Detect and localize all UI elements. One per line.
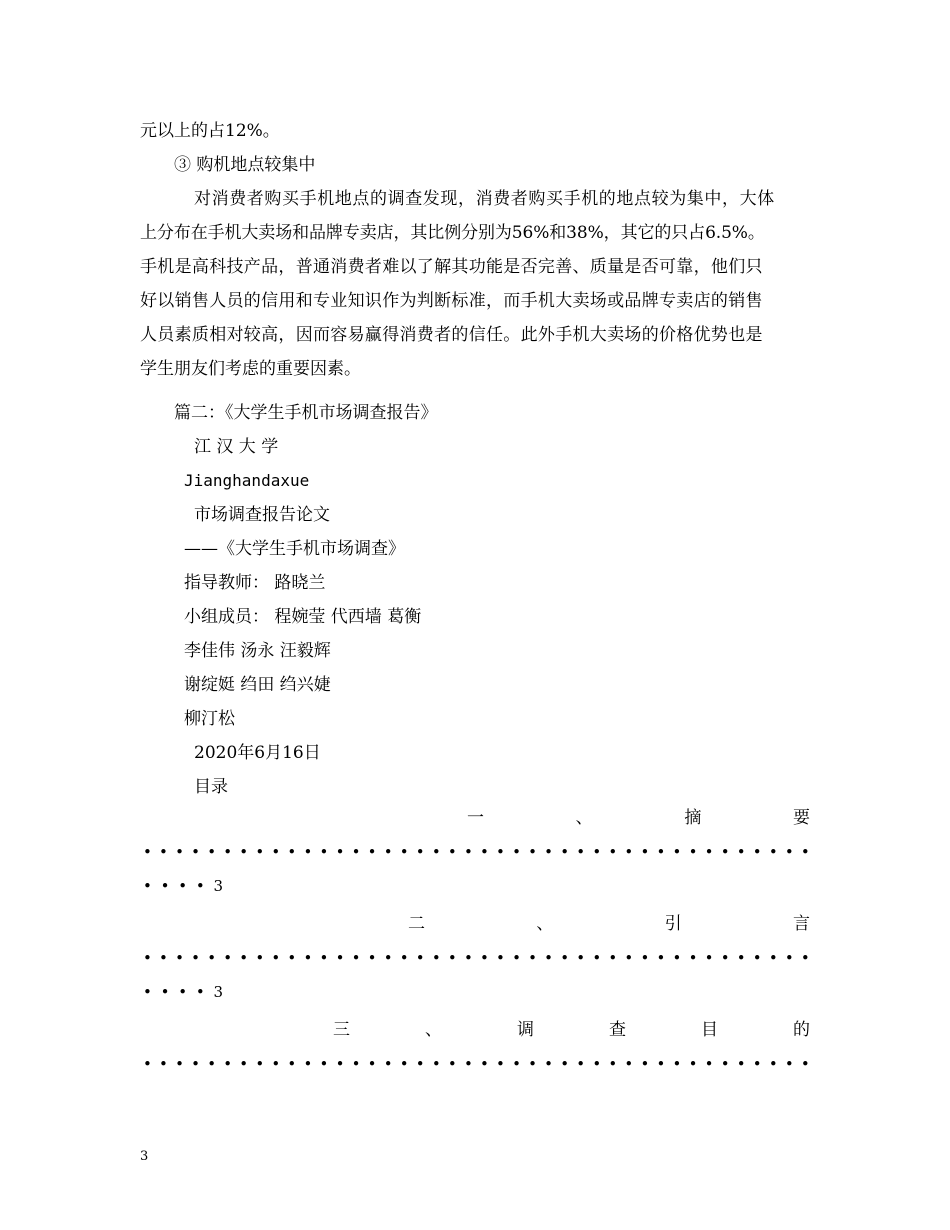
toc-entry-heading xyxy=(408,912,810,936)
toc-entry-heading xyxy=(467,806,810,830)
text-line: 上分布在手机大卖场和品牌专卖店，其比例分别为56%和38%，其它的只占6.5%。 xyxy=(140,223,765,243)
toc-leader-dots: • • • • • • • • • • • • • • • • • • • • • • • • • • • • • • • • • • • • • • • • • • xyxy=(143,949,810,967)
document-type: 市场调查报告论文 xyxy=(194,505,330,525)
page-number: 3 xyxy=(140,1149,149,1164)
document-subtitle: ——《大学生手机市场调查》 xyxy=(184,539,405,559)
toc-entry-heading xyxy=(333,1018,810,1042)
toc-char: 一 xyxy=(467,808,484,828)
report-date: 2020年6月16日 xyxy=(194,743,321,763)
university-pinyin: Jianghandaxue xyxy=(184,471,310,490)
toc-page-ref: • • • • 3 xyxy=(143,877,226,895)
toc-title: 目录 xyxy=(194,777,228,797)
text-line: 人员素质相对较高，因而容易赢得消费者的信任。此外手机大卖场的价格优势也是 xyxy=(140,325,763,345)
toc-leader-dots: • • • • • • • • • • • • • • • • • • • • • • • • • • • • • • • • • • • • • • • • • • xyxy=(143,1055,810,1073)
toc-char: 摘 xyxy=(684,808,702,828)
group-members: 柳汀松 xyxy=(184,709,235,729)
text-line: 好以销售人员的信用和专业知识作为判断标准，而手机大卖场或品牌专卖店的销售 xyxy=(140,291,763,311)
text-line: 学生朋友们考虑的重要因素。 xyxy=(140,359,361,379)
advisor: 指导教师： 路晓兰 xyxy=(184,573,326,593)
toc-char: 要 xyxy=(792,808,810,828)
toc-char: 言 xyxy=(792,914,810,934)
toc-page-ref: • • • • 3 xyxy=(143,983,226,1001)
group-members: 小组成员： 程婉莹 代西墙 葛衡 xyxy=(184,607,422,627)
text-line: 对消费者购买手机地点的调查发现，消费者购买手机的地点较为集中，大体 xyxy=(194,189,775,209)
toc-char: 查 xyxy=(609,1020,626,1040)
toc-char: 、 xyxy=(536,914,554,934)
article-title: 篇二：《大学生手机市场调查报告》 xyxy=(174,403,438,423)
group-members: 谢绽娗 绉田 绉兴婕 xyxy=(184,675,331,695)
toc-char: 目 xyxy=(701,1020,718,1040)
toc-char: 、 xyxy=(575,808,593,828)
text-line: 手机是高科技产品，普通消费者难以了解其功能是否完善、质量是否可靠，他们只 xyxy=(140,257,763,277)
university-name: 江 汉 大 学 xyxy=(194,437,279,457)
group-members: 李佳伟 汤永 汪毅辉 xyxy=(184,641,331,661)
toc-char: 三 xyxy=(333,1020,350,1040)
toc-char: 、 xyxy=(425,1020,442,1040)
toc-char: 引 xyxy=(664,914,682,934)
section-heading: ③ 购机地点较集中 xyxy=(174,155,316,175)
toc-char: 二 xyxy=(408,914,425,934)
toc-leader-dots: • • • • • • • • • • • • • • • • • • • • • • • • • • • • • • • • • • • • • • • • • • xyxy=(143,843,810,861)
text-line: 元以上的占12%。 xyxy=(140,121,280,141)
toc-char: 调 xyxy=(517,1020,534,1040)
toc-char: 的 xyxy=(793,1020,810,1040)
